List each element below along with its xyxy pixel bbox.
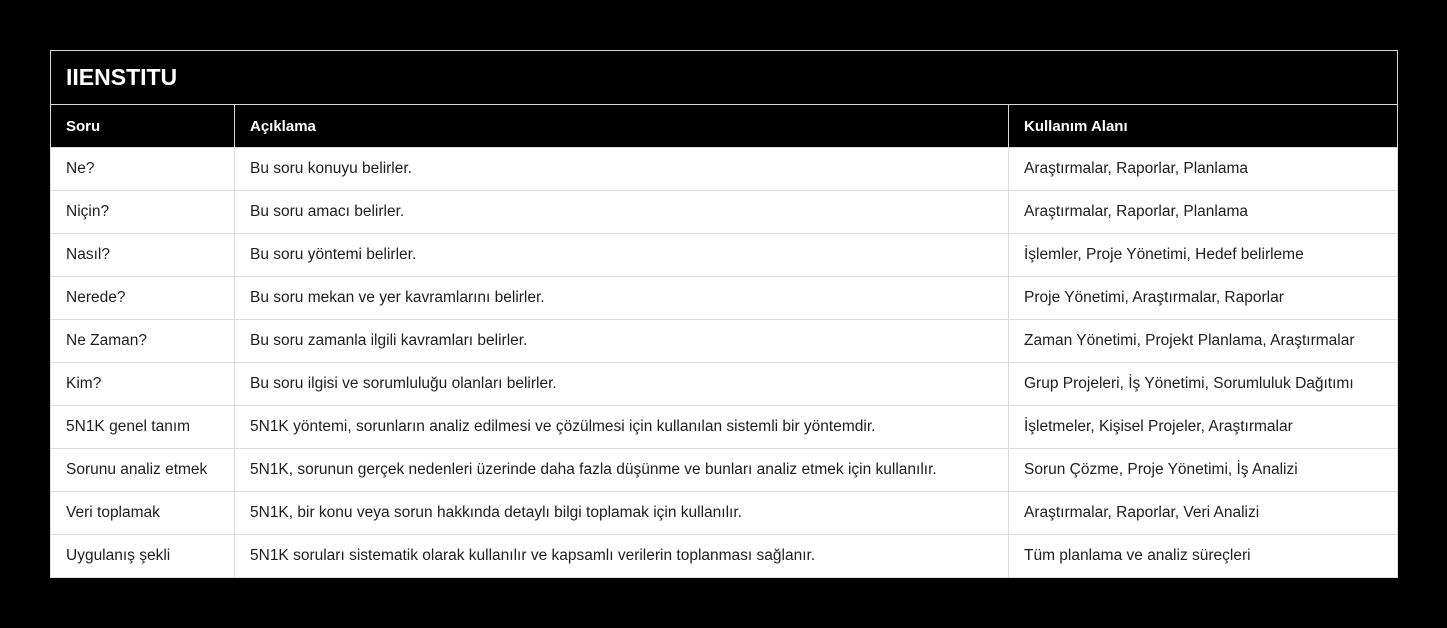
- cell-kullanim-alani: İşlemler, Proje Yönetimi, Hedef belirleme: [1009, 234, 1398, 277]
- cell-soru: Nasıl?: [51, 234, 235, 277]
- cell-aciklama: Bu soru amacı belirler.: [235, 191, 1009, 234]
- cell-aciklama: 5N1K, sorunun gerçek nedenleri üzerinde daha fazla düşünme ve bunları analiz etmek için kullanılır.: [235, 449, 1009, 492]
- cell-kullanim-alani: Zaman Yönetimi, Projekt Planlama, Araştırmalar: [1009, 320, 1398, 363]
- cell-kullanim-alani: Araştırmalar, Raporlar, Planlama: [1009, 148, 1398, 191]
- data-table: [50, 50, 1398, 578]
- table-title-row: [51, 51, 1398, 105]
- cell-soru: Kim?: [51, 363, 235, 406]
- cell-kullanim-alani: Sorun Çözme, Proje Yönetimi, İş Analizi: [1009, 449, 1398, 492]
- cell-aciklama: Bu soru yöntemi belirler.: [235, 234, 1009, 277]
- data-table-container: [50, 50, 1397, 578]
- cell-kullanim-alani: Grup Projeleri, İş Yönetimi, Sorumluluk Dağıtımı: [1009, 363, 1398, 406]
- table-row: [51, 234, 1398, 277]
- table-row: [51, 363, 1398, 406]
- table-row: [51, 449, 1398, 492]
- cell-kullanim-alani: Tüm planlama ve analiz süreçleri: [1009, 535, 1398, 578]
- cell-kullanim-alani: Araştırmalar, Raporlar, Planlama: [1009, 191, 1398, 234]
- cell-aciklama: Bu soru konuyu belirler.: [235, 148, 1009, 191]
- cell-aciklama: Bu soru zamanla ilgili kavramları belirler.: [235, 320, 1009, 363]
- cell-soru: Ne Zaman?: [51, 320, 235, 363]
- cell-aciklama: Bu soru ilgisi ve sorumluluğu olanları belirler.: [235, 363, 1009, 406]
- cell-aciklama: 5N1K yöntemi, sorunların analiz edilmesi ve çözülmesi için kullanılan sistemli bir yöntemdir.: [235, 406, 1009, 449]
- cell-soru: Nerede?: [51, 277, 235, 320]
- cell-aciklama: Bu soru mekan ve yer kavramlarını belirler.: [235, 277, 1009, 320]
- cell-soru: Sorunu analiz etmek: [51, 449, 235, 492]
- cell-aciklama: 5N1K, bir konu veya sorun hakkında detaylı bilgi toplamak için kullanılır.: [235, 492, 1009, 535]
- table-title: IIENSTITU: [51, 51, 1398, 105]
- cell-soru: 5N1K genel tanım: [51, 406, 235, 449]
- cell-kullanim-alani: Proje Yönetimi, Araştırmalar, Raporlar: [1009, 277, 1398, 320]
- table-row: [51, 148, 1398, 191]
- cell-aciklama: 5N1K soruları sistematik olarak kullanılır ve kapsamlı verilerin toplanması sağlanır.: [235, 535, 1009, 578]
- cell-soru: Ne?: [51, 148, 235, 191]
- cell-soru: Veri toplamak: [51, 492, 235, 535]
- table-row: [51, 406, 1398, 449]
- cell-soru: Niçin?: [51, 191, 235, 234]
- table-row: [51, 191, 1398, 234]
- table-row: [51, 277, 1398, 320]
- cell-soru: Uygulanış şekli: [51, 535, 235, 578]
- table-header-row: [51, 105, 1398, 148]
- table-row: [51, 492, 1398, 535]
- column-header-soru: Soru: [51, 105, 235, 148]
- column-header-kullanim-alani: Kullanım Alanı: [1009, 105, 1398, 148]
- table-row: [51, 535, 1398, 578]
- cell-kullanim-alani: İşletmeler, Kişisel Projeler, Araştırmalar: [1009, 406, 1398, 449]
- table-row: [51, 320, 1398, 363]
- cell-kullanim-alani: Araştırmalar, Raporlar, Veri Analizi: [1009, 492, 1398, 535]
- column-header-aciklama: Açıklama: [235, 105, 1009, 148]
